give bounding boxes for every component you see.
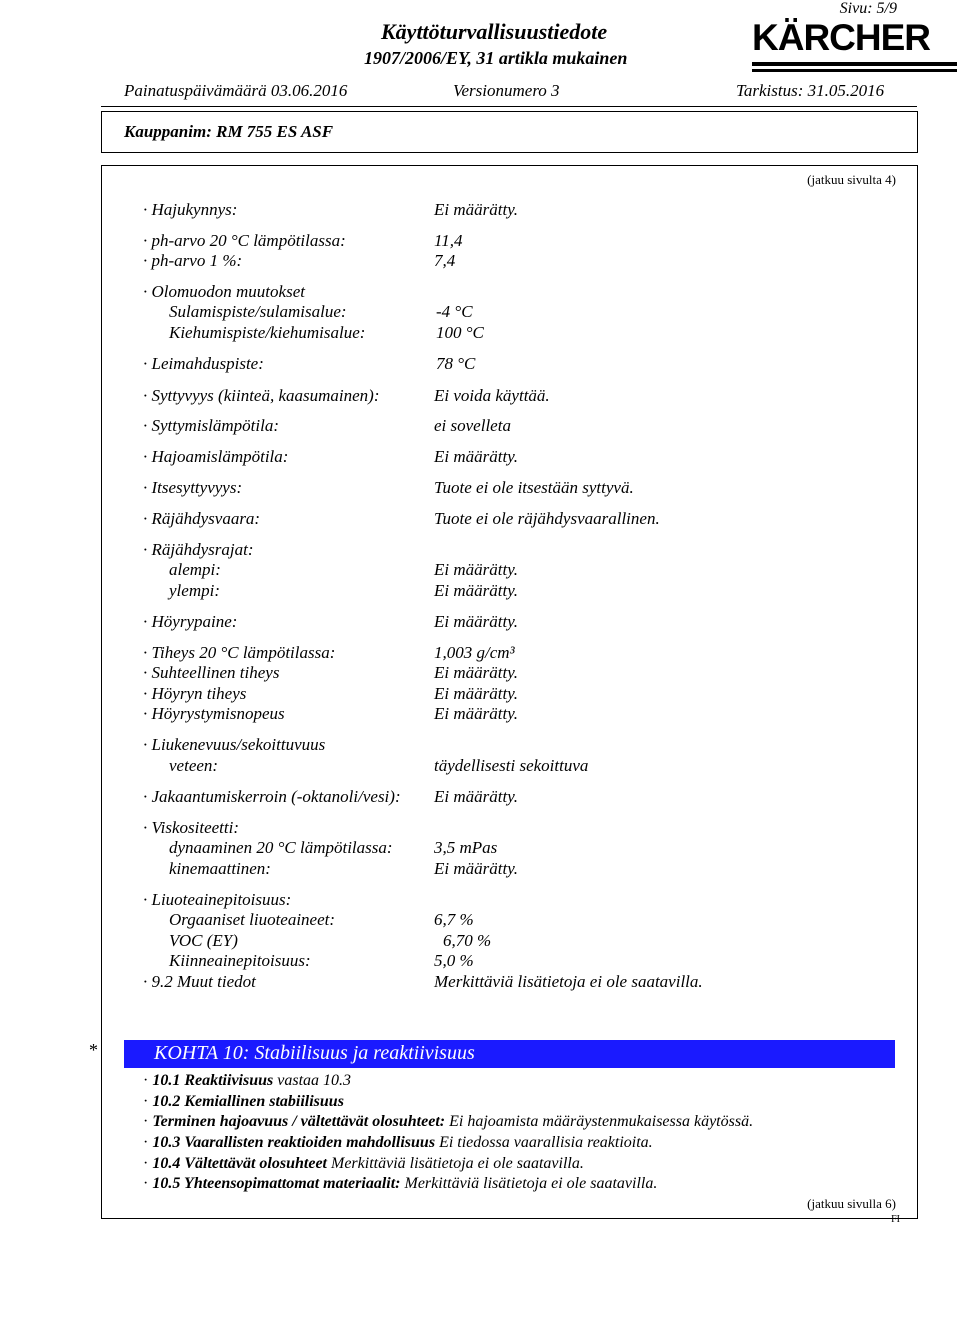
list-item: · Terminen hajoavuus / vältettävät olosuhteet: Ei hajoamista määräystenmukaisessa käytössä. [143, 1113, 754, 1130]
property-value: Tuote ei ole itsestään syttyvä. [434, 478, 634, 497]
property-value: Merkittäviä lisätietoja ei ole saatavilla. [434, 972, 703, 991]
property-label: · Räjähdysrajat: [143, 540, 254, 559]
property-value: Ei määrätty. [434, 787, 519, 806]
property-label: · 9.2 Muut tiedot [143, 972, 256, 991]
property-value: Ei määrätty. [434, 859, 519, 878]
language-code: FI [891, 1214, 900, 1225]
property-value: 1,003 g/cm³ [434, 643, 515, 662]
property-value: 5,0 % [434, 951, 474, 970]
property-value: Ei määrätty. [434, 581, 519, 600]
section-10-title: KOHTA 10: Stabiilisuus ja reaktiivisuus [154, 1042, 475, 1064]
property-label: veteen: [169, 756, 219, 775]
continued-from: (jatkuu sivulta 4) [807, 172, 896, 187]
trade-name: Kauppanim: RM 755 ES ASF [124, 122, 334, 141]
change-asterisk: * [89, 1040, 98, 1060]
property-label: · Tiheys 20 °C lämpötilassa: [143, 643, 336, 662]
property-label: · Höyryn tiheys [143, 684, 247, 703]
logo-stripe [752, 62, 957, 66]
list-item: · 10.5 Yhteensopimattomat materiaalit: Merkittäviä lisätietoja ei ole saatavilla. [143, 1175, 658, 1192]
property-value: Tuote ei ole räjähdysvaarallinen. [434, 509, 660, 528]
property-label: · Hajukynnys: [143, 200, 238, 219]
property-label: · ph-arvo 20 °C lämpötilassa: [143, 231, 346, 250]
property-label: · Syttymislämpötila: [143, 416, 279, 435]
property-label: · Olomuodon muutokset [143, 282, 305, 301]
property-label: · Viskositeetti: [143, 818, 239, 837]
property-label: Kiinneainepitoisuus: [169, 951, 311, 970]
version-number: Versionumero 3 [453, 81, 560, 100]
list-item: · 10.1 Reaktiivisuus vastaa 10.3 [143, 1072, 352, 1089]
property-value: -4 °C [436, 302, 473, 321]
property-value: 3,5 mPas [434, 838, 498, 857]
list-item: · 10.4 Vältettävät olosuhteet Merkittäviä lisätietoja ei ole saatavilla. [143, 1155, 584, 1172]
continued-to: (jatkuu sivulla 6) [807, 1196, 896, 1211]
logo-text: KÄRCHER [752, 17, 930, 58]
property-label: alempi: [169, 560, 221, 579]
revision-date: Tarkistus: 31.05.2016 [736, 81, 885, 100]
page-number: Sivu: 5/9 [839, 0, 897, 17]
property-value: 100 °C [436, 323, 484, 342]
logo-stripe-2 [752, 69, 957, 72]
property-value: 7,4 [434, 251, 456, 270]
property-label: · ph-arvo 1 %: [143, 251, 243, 270]
property-value: Ei määrätty. [434, 560, 519, 579]
property-value: 11,4 [434, 231, 463, 250]
property-label: · Liukenevuus/sekoittuvuus [143, 735, 326, 754]
property-label: dynaaminen 20 °C lämpötilassa: [169, 838, 393, 857]
property-value: 6,70 % [443, 931, 492, 950]
property-label: · Suhteellinen tiheys [143, 663, 280, 682]
property-label: ylempi: [169, 581, 220, 600]
property-label: kinemaattinen: [169, 859, 271, 878]
property-label: · Höyrystymisnopeus [143, 704, 285, 723]
property-label: · Itsesyttyvyys: [143, 478, 243, 497]
property-label: · Hajoamislämpötila: [143, 447, 289, 466]
list-item: · 10.2 Kemiallinen stabiilisuus [143, 1093, 344, 1110]
property-label: VOC (EY) [169, 931, 238, 950]
property-value: Ei määrätty. [434, 663, 519, 682]
property-label: Sulamispiste/sulamisalue: [169, 302, 347, 321]
property-label: Kiehumispiste/kiehumisalue: [169, 323, 366, 342]
property-value: täydellisesti sekoittuva [434, 756, 589, 775]
print-date: Painatuspäivämäärä 03.06.2016 [124, 81, 348, 100]
property-label: · Höyrypaine: [143, 612, 238, 631]
property-label: · Syttyvyys (kiinteä, kaasumainen): [143, 386, 380, 405]
property-value: Ei määrätty. [434, 704, 519, 723]
property-value: Ei määrätty. [434, 200, 519, 219]
document-subtitle: 1907/2006/EY, 31 artikla mukainen [364, 48, 628, 68]
property-label: · Jakaantumiskerroin (-oktanoli/vesi): [143, 787, 401, 806]
property-label: · Räjähdysvaara: [143, 509, 261, 528]
section-10-header [124, 1040, 895, 1068]
property-value: Ei määrätty. [434, 612, 519, 631]
property-value: Ei voida käyttää. [434, 386, 550, 405]
trade-name-box [101, 111, 918, 153]
property-value: 78 °C [436, 354, 476, 373]
property-value: Ei määrätty. [434, 447, 519, 466]
property-value: ei sovelleta [434, 416, 511, 435]
property-label: · Liuoteainepitoisuus: [143, 890, 292, 909]
header-divider [101, 106, 917, 107]
property-label: · Leimahduspiste: [143, 354, 264, 373]
document-title: Käyttöturvallisuustiedote [381, 19, 608, 44]
property-value: 6,7 % [434, 910, 474, 929]
list-item: · 10.3 Vaarallisten reaktioiden mahdollisuus Ei tiedossa vaarallisia reaktioita. [143, 1134, 653, 1151]
property-label: Orgaaniset liuoteaineet: [169, 910, 336, 929]
property-value: Ei määrätty. [434, 684, 519, 703]
